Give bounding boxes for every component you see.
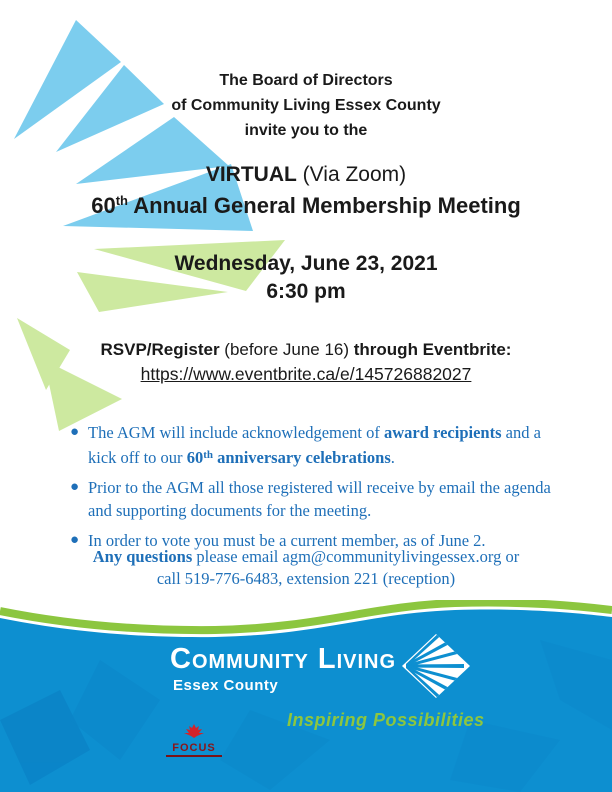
bullet-text-2: Prior to the AGM all those registered will receive by email the agenda and supporting documents for the meeting. bbox=[88, 478, 551, 520]
agm-bullet-list bbox=[70, 421, 575, 559]
contact-info: Any questions please email agm@communitylivingessex.org or call 519-776-6483, extension 221 (reception) bbox=[92, 547, 520, 588]
via-zoom-label: (Via Zoom) bbox=[296, 163, 407, 186]
meeting-title bbox=[0, 193, 612, 219]
eventbrite-link[interactable]: https://www.eventbrite.ca/e/145726882027 bbox=[140, 364, 472, 384]
org-region-label: Essex County bbox=[173, 677, 279, 694]
bullet-dot-icon: ● bbox=[70, 424, 80, 440]
event-date: Wednesday, June 23, 2021 bbox=[174, 252, 438, 275]
title-ordinal: th bbox=[115, 193, 128, 208]
list-item bbox=[70, 421, 575, 469]
virtual-label: VIRTUAL bbox=[205, 163, 297, 186]
bullet-dot-icon: ● bbox=[70, 532, 80, 548]
header-line-2: of Community Living Essex County bbox=[171, 97, 441, 114]
focus-accreditation-logo bbox=[166, 724, 222, 757]
org-name-logo: Community Living bbox=[170, 643, 397, 675]
bullet-text-1: The AGM will include acknowledgement of award recipients and a kick off to our 60th anniversary celebrations. bbox=[88, 423, 541, 467]
header-line-3: invite you to the bbox=[244, 122, 368, 139]
bullet-text-3: In order to vote you must be a current member, as of June 2. bbox=[88, 531, 486, 550]
rsvp-line: RSVP/Register (before June 16) through Eventbrite: bbox=[100, 340, 512, 359]
bullet-dot-icon: ● bbox=[70, 479, 80, 495]
title-rest: Annual General Membership Meeting bbox=[127, 193, 521, 218]
eventbrite-link-line bbox=[0, 364, 612, 385]
virtual-line bbox=[0, 163, 612, 187]
title-number: 60 bbox=[91, 193, 116, 218]
list-item bbox=[70, 476, 575, 522]
org-tagline: Inspiring Possibilities bbox=[287, 710, 485, 730]
focus-tagline-bar bbox=[166, 755, 222, 757]
header-line-1: The Board of Directors bbox=[219, 72, 393, 89]
maple-leaf-icon bbox=[183, 724, 205, 738]
footer-banner bbox=[0, 600, 612, 792]
event-time: 6:30 pm bbox=[266, 280, 346, 303]
focus-label: FOCUS bbox=[172, 742, 216, 754]
